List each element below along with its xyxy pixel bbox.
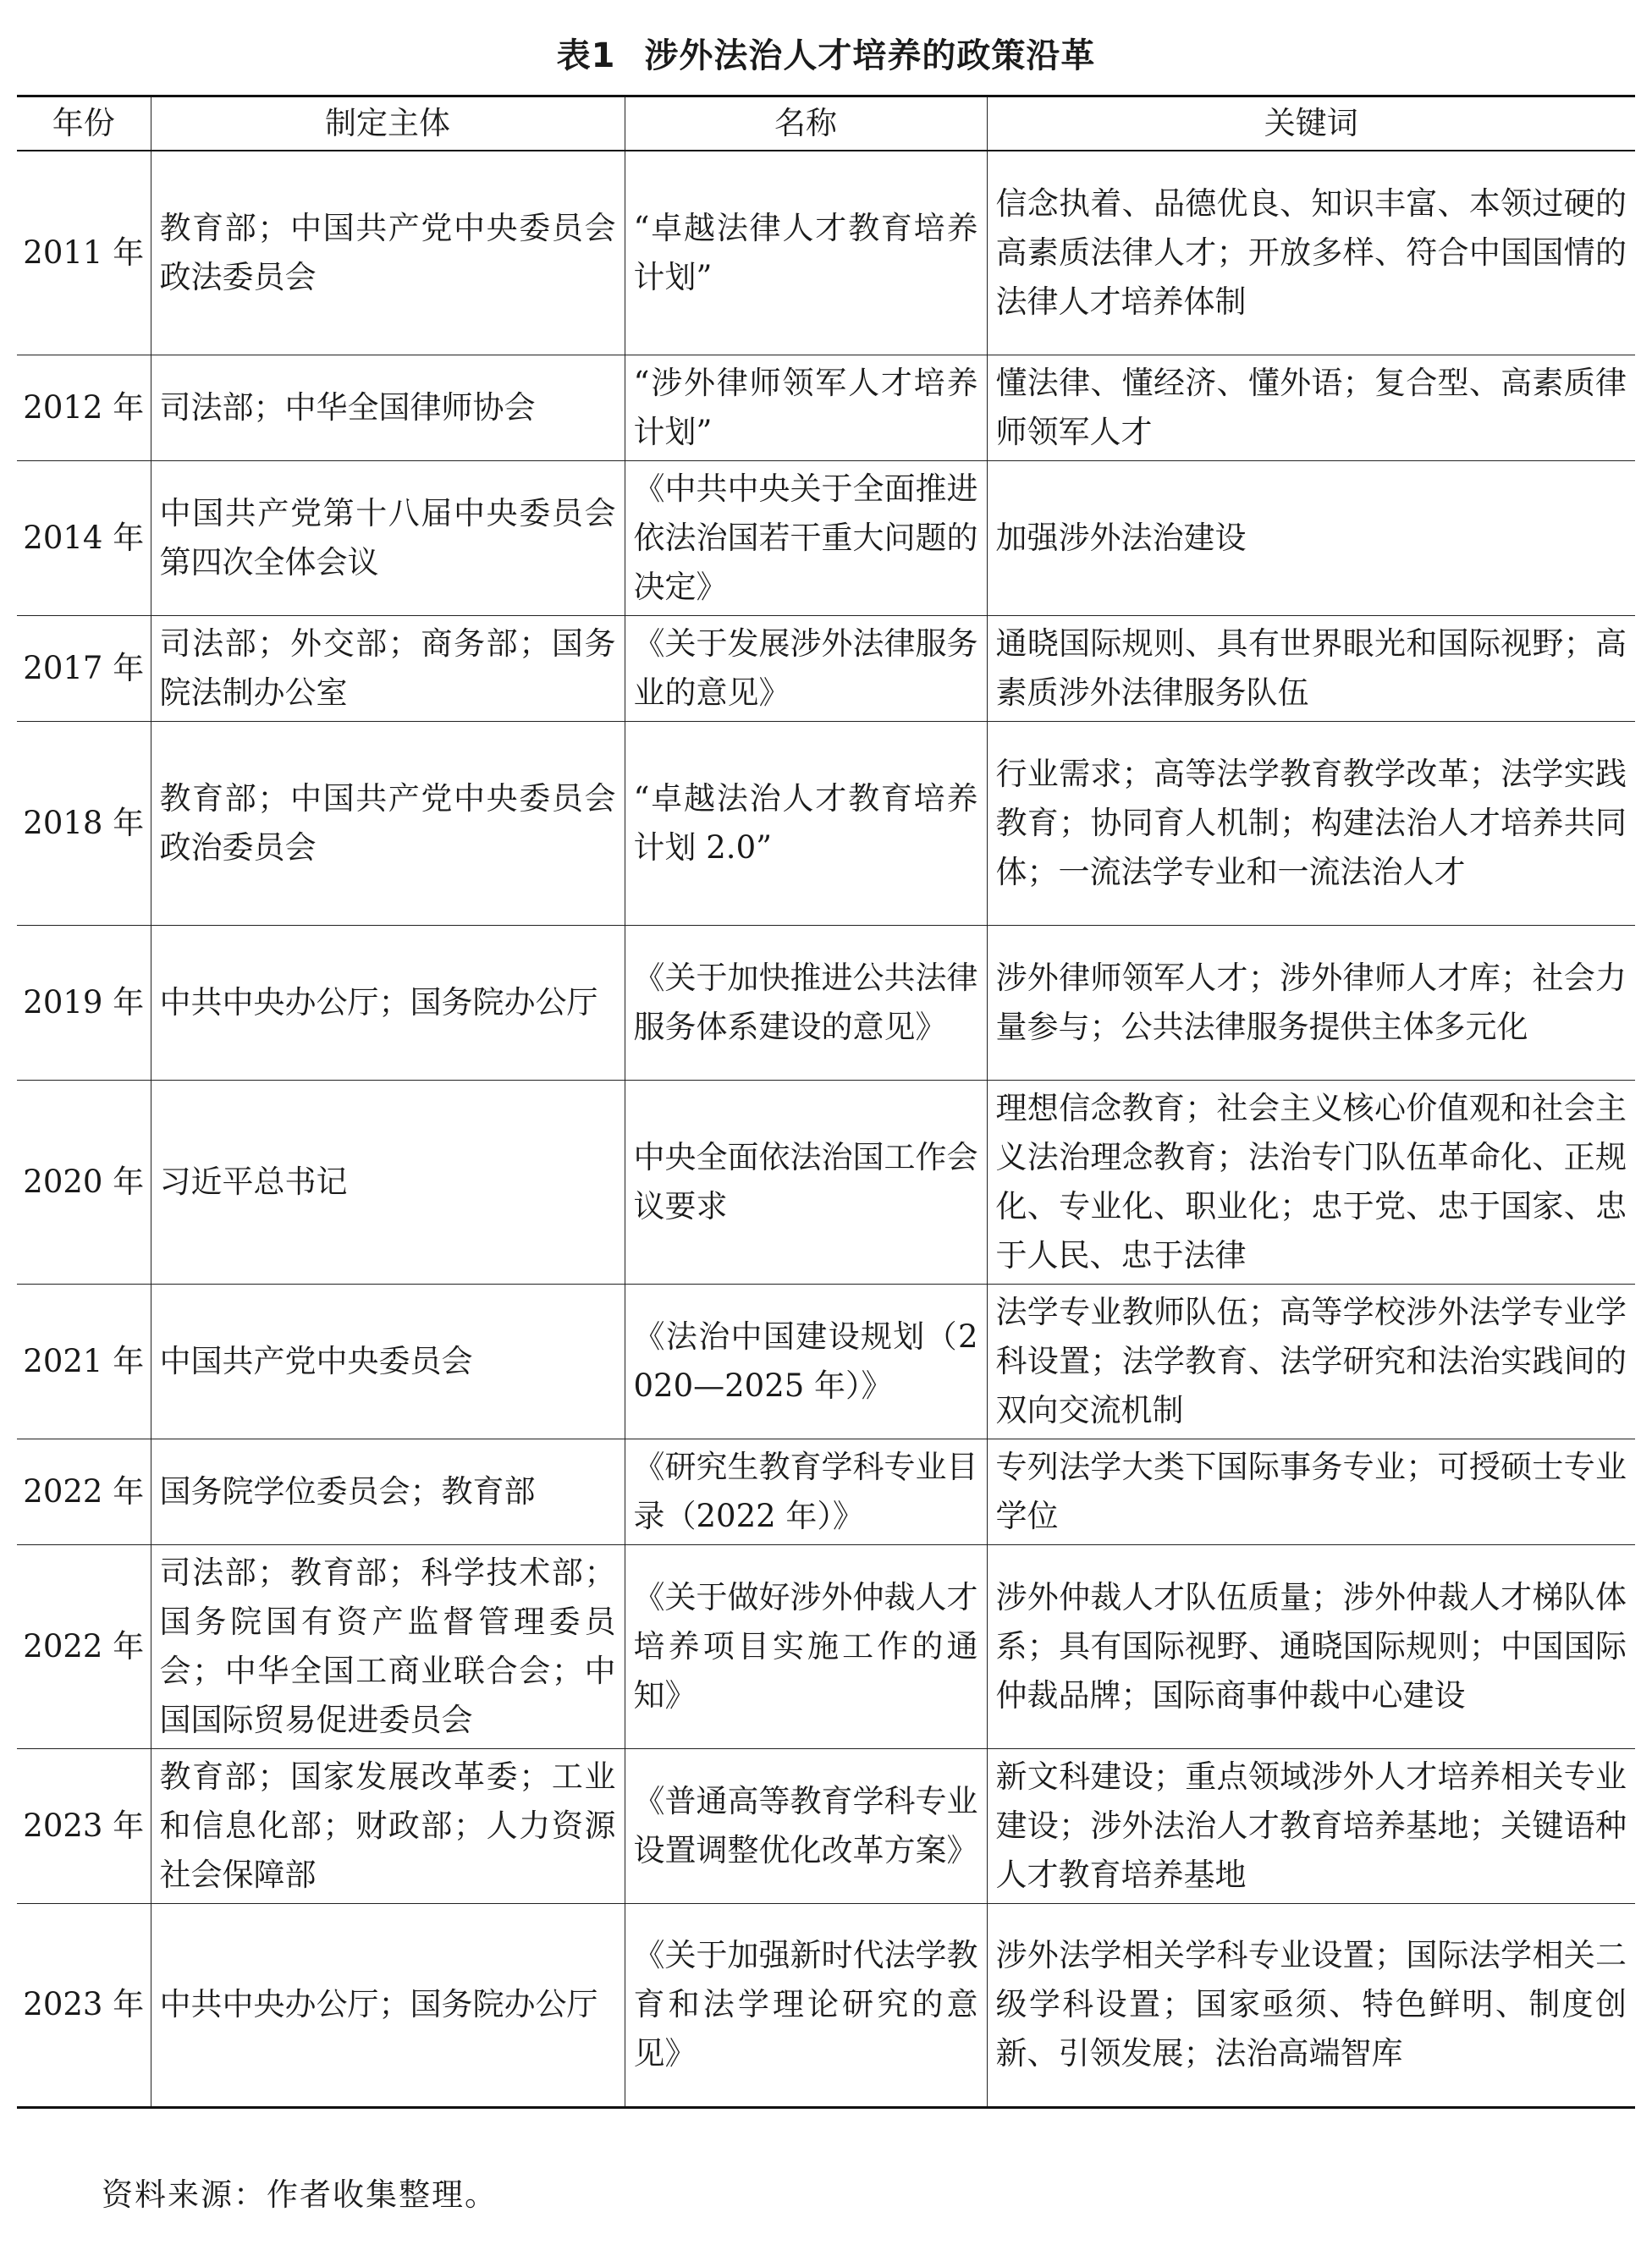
header-keywords: 关键词	[987, 96, 1635, 151]
cell-keywords: 法学专业教师队伍；高等学校涉外法学专业学科设置；法学教育、法学研究和法治实践间的双向交流机制	[987, 1284, 1635, 1439]
cell-year: 2023 年	[17, 1748, 151, 1903]
cell-name: 《关于加快推进公共法律服务体系建设的意见》	[625, 925, 987, 1080]
header-name: 名称	[625, 96, 987, 151]
cell-keywords: 新文科建设；重点领域涉外人才培养相关专业建设；涉外法治人才教育培养基地；关键语种人才教育培养基地	[987, 1748, 1635, 1903]
table-row	[17, 460, 1635, 615]
cell-body: 中共中央办公厅；国务院办公厅	[151, 1903, 625, 2107]
cell-name: “涉外律师领军人才培养计划”	[625, 355, 987, 460]
cell-keywords: 涉外法学相关学科专业设置；国际法学相关二级学科设置；国家亟须、特色鲜明、制度创新、引领发展；法治高端智库	[987, 1903, 1635, 2107]
cell-year: 2014 年	[17, 460, 151, 615]
cell-body: 司法部；教育部；科学技术部；国务院国有资产监督管理委员会；中华全国工商业联合会；中国国际贸易促进委员会	[151, 1544, 625, 1748]
table-row	[17, 1080, 1635, 1284]
table-number: 表1	[556, 36, 616, 75]
cell-name: 《中共中央关于全面推进依法治国若干重大问题的决定》	[625, 460, 987, 615]
cell-year: 2022 年	[17, 1544, 151, 1748]
cell-body: 教育部；中国共产党中央委员会政法委员会	[151, 151, 625, 355]
cell-body: 习近平总书记	[151, 1080, 625, 1284]
policy-table	[17, 95, 1635, 2109]
cell-keywords: 专列法学大类下国际事务专业；可授硕士专业学位	[987, 1439, 1635, 1544]
table-row	[17, 1748, 1635, 1903]
cell-name: 中央全面依法治国工作会议要求	[625, 1080, 987, 1284]
table-title	[0, 32, 1652, 80]
source-note: 资料来源：作者收集整理。	[102, 2176, 498, 2213]
cell-body: 司法部；中华全国律师协会	[151, 355, 625, 460]
cell-name: “卓越法律人才教育培养计划”	[625, 151, 987, 355]
cell-body: 教育部；中国共产党中央委员会政治委员会	[151, 721, 625, 925]
cell-body: 中国共产党中央委员会	[151, 1284, 625, 1439]
cell-body: 中共中央办公厅；国务院办公厅	[151, 925, 625, 1080]
cell-keywords: 涉外仲裁人才队伍质量；涉外仲裁人才梯队体系；具有国际视野、通晓国际规则；中国国际仲裁品牌；国际商事仲裁中心建设	[987, 1544, 1635, 1748]
cell-year: 2021 年	[17, 1284, 151, 1439]
table-row	[17, 1439, 1635, 1544]
table-row	[17, 355, 1635, 460]
cell-year: 2012 年	[17, 355, 151, 460]
cell-name: 《普通高等教育学科专业设置调整优化改革方案》	[625, 1748, 987, 1903]
cell-keywords: 加强涉外法治建设	[987, 460, 1635, 615]
cell-year: 2023 年	[17, 1903, 151, 2107]
cell-keywords: 通晓国际规则、具有世界眼光和国际视野；高素质涉外法律服务队伍	[987, 615, 1635, 721]
cell-name: “卓越法治人才教育培养计划 2.0”	[625, 721, 987, 925]
table-title-text: 涉外法治人才培养的政策沿革	[644, 36, 1096, 75]
cell-year: 2022 年	[17, 1439, 151, 1544]
cell-keywords: 信念执着、品德优良、知识丰富、本领过硬的高素质法律人才；开放多样、符合中国国情的法律人才培养体制	[987, 151, 1635, 355]
cell-body: 司法部；外交部；商务部；国务院法制办公室	[151, 615, 625, 721]
cell-year: 2020 年	[17, 1080, 151, 1284]
table-row	[17, 151, 1635, 355]
cell-name: 《研究生教育学科专业目录（2022 年）》	[625, 1439, 987, 1544]
table-row	[17, 721, 1635, 925]
cell-year: 2018 年	[17, 721, 151, 925]
header-row	[17, 96, 1635, 151]
header-body: 制定主体	[151, 96, 625, 151]
cell-name: 《关于做好涉外仲裁人才培养项目实施工作的通知》	[625, 1544, 987, 1748]
cell-body: 中国共产党第十八届中央委员会第四次全体会议	[151, 460, 625, 615]
cell-name: 《关于发展涉外法律服务业的意见》	[625, 615, 987, 721]
cell-keywords: 理想信念教育；社会主义核心价值观和社会主义法治理念教育；法治专门队伍革命化、正规化、专业化、职业化；忠于党、忠于国家、忠于人民、忠于法律	[987, 1080, 1635, 1284]
cell-keywords: 懂法律、懂经济、懂外语；复合型、高素质律师领军人才	[987, 355, 1635, 460]
table-row	[17, 1284, 1635, 1439]
cell-year: 2011 年	[17, 151, 151, 355]
cell-name: 《法治中国建设规划（2020—2025 年）》	[625, 1284, 987, 1439]
table-row	[17, 615, 1635, 721]
table-row	[17, 1903, 1635, 2107]
cell-body: 教育部；国家发展改革委；工业和信息化部；财政部；人力资源社会保障部	[151, 1748, 625, 1903]
cell-keywords: 行业需求；高等法学教育教学改革；法学实践教育；协同育人机制；构建法治人才培养共同体；一流法学专业和一流法治人才	[987, 721, 1635, 925]
cell-body: 国务院学位委员会；教育部	[151, 1439, 625, 1544]
table-row	[17, 925, 1635, 1080]
header-year: 年份	[17, 96, 151, 151]
cell-keywords: 涉外律师领军人才；涉外律师人才库；社会力量参与；公共法律服务提供主体多元化	[987, 925, 1635, 1080]
cell-name: 《关于加强新时代法学教育和法学理论研究的意见》	[625, 1903, 987, 2107]
cell-year: 2017 年	[17, 615, 151, 721]
cell-year: 2019 年	[17, 925, 151, 1080]
table-row	[17, 1544, 1635, 1748]
